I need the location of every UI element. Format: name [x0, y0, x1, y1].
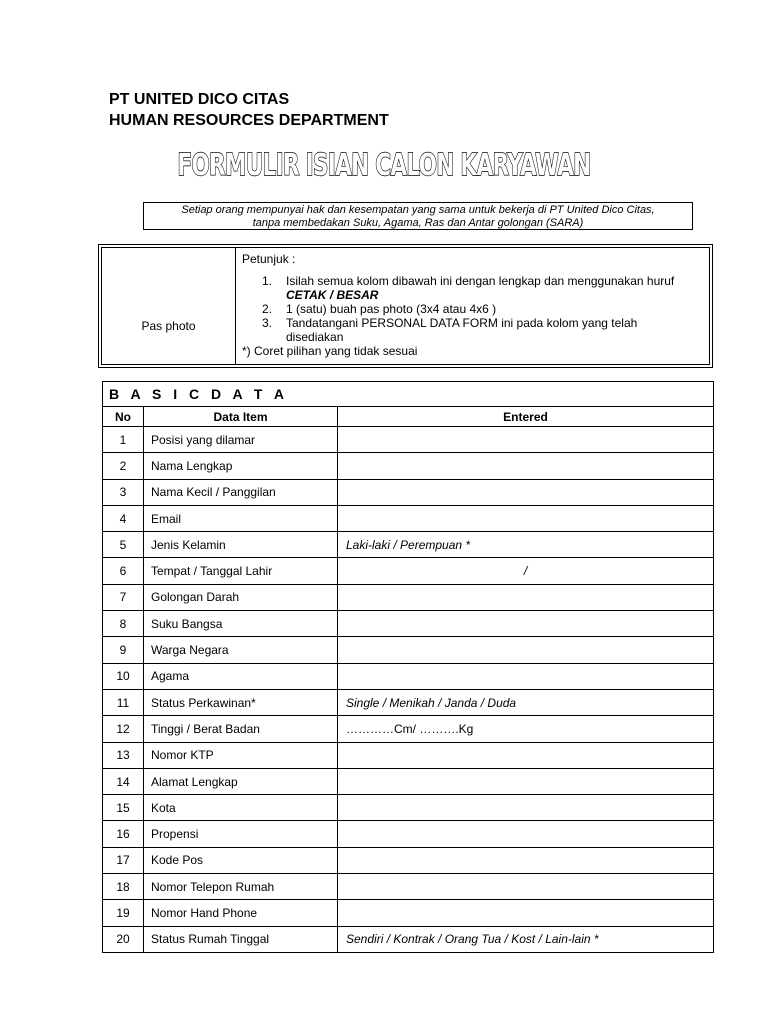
row-data-item: Status Perkawinan*: [144, 689, 338, 715]
row-entered-field[interactable]: [338, 453, 714, 479]
row-data-item: Warga Negara: [144, 637, 338, 663]
table-row: [103, 611, 714, 637]
row-entered-field[interactable]: Laki-laki / Perempuan *: [338, 532, 714, 558]
row-number: 3: [103, 479, 144, 505]
row-number: 13: [103, 742, 144, 768]
basic-data-table: [102, 381, 714, 953]
row-entered-field[interactable]: [338, 611, 714, 637]
row-entered-field[interactable]: [338, 742, 714, 768]
row-data-item: Agama: [144, 663, 338, 689]
row-data-item: Tempat / Tanggal Lahir: [144, 558, 338, 584]
table-row: [103, 768, 714, 794]
row-data-item: Nomor Hand Phone: [144, 900, 338, 926]
instructions-list: [242, 274, 709, 344]
row-data-item: Tinggi / Berat Badan: [144, 716, 338, 742]
row-number: 12: [103, 716, 144, 742]
row-number: 18: [103, 874, 144, 900]
row-data-item: Email: [144, 505, 338, 531]
row-number: 10: [103, 663, 144, 689]
section-title: B A S I C D A T A: [103, 382, 714, 407]
row-entered-field[interactable]: …………Cm/ ……….Kg: [338, 716, 714, 742]
row-entered-field[interactable]: [338, 427, 714, 453]
table-row: [103, 689, 714, 715]
instruction-item: 3. Tandatangani PERSONAL DATA FORM ini pada kolom yang telah disediakan: [262, 316, 638, 344]
row-number: 7: [103, 584, 144, 610]
row-number: 2: [103, 453, 144, 479]
form-title-container: [0, 148, 768, 183]
row-data-item: Nomor KTP: [144, 742, 338, 768]
equal-opportunity-notice: [143, 202, 693, 230]
row-entered-field[interactable]: [338, 900, 714, 926]
notice-line-2: tanpa membedakan Suku, Agama, Ras dan Antar golongan (SARA): [252, 217, 584, 229]
table-row: [103, 900, 714, 926]
row-data-item: Suku Bangsa: [144, 611, 338, 637]
row-data-item: Alamat Lengkap: [144, 768, 338, 794]
table-row: [103, 558, 714, 584]
row-entered-field[interactable]: Sendiri / Kontrak / Orang Tua / Kost / Lain-lain *: [338, 926, 714, 952]
form-title: FORMULIR ISIAN CALON KARYAWAN: [177, 148, 591, 183]
instructions-panel: [236, 248, 709, 364]
column-header-entered: Entered: [338, 407, 714, 427]
table-row: [103, 663, 714, 689]
instructions-footnote: *) Coret pilihan yang tidak sesuai: [242, 344, 418, 358]
table-row: [103, 427, 714, 453]
table-row: [103, 453, 714, 479]
table-row: [103, 874, 714, 900]
table-row: [103, 637, 714, 663]
table-row: [103, 821, 714, 847]
row-number: 15: [103, 795, 144, 821]
row-entered-field[interactable]: [338, 795, 714, 821]
basic-data-rows: [103, 427, 714, 953]
notice-line-1: Setiap orang mempunyai hak dan kesempatan yang sama untuk bekerja di PT United Dico Citas,: [181, 204, 655, 216]
row-entered-field[interactable]: [338, 637, 714, 663]
table-row: [103, 505, 714, 531]
row-number: 9: [103, 637, 144, 663]
row-entered-field[interactable]: [338, 874, 714, 900]
row-data-item: Nama Kecil / Panggilan: [144, 479, 338, 505]
table-row: [103, 795, 714, 821]
table-row: [103, 584, 714, 610]
row-number: 19: [103, 900, 144, 926]
row-entered-field[interactable]: [338, 768, 714, 794]
company-header: [109, 89, 389, 131]
instruction-item: 1. Isilah semua kolom dibawah ini dengan lengkap dan menggunakan huruf CETAK / BESAR: [262, 274, 675, 302]
row-data-item: Kota: [144, 795, 338, 821]
row-data-item: Nomor Telepon Rumah: [144, 874, 338, 900]
row-entered-field[interactable]: [338, 847, 714, 873]
row-entered-field[interactable]: [338, 663, 714, 689]
row-number: 8: [103, 611, 144, 637]
row-entered-field[interactable]: [338, 505, 714, 531]
row-number: 16: [103, 821, 144, 847]
row-entered-field[interactable]: [338, 479, 714, 505]
row-data-item: Golongan Darah: [144, 584, 338, 610]
table-row: [103, 716, 714, 742]
department-name: HUMAN RESOURCES DEPARTMENT: [109, 112, 389, 129]
photo-label: Pas photo: [141, 319, 196, 333]
instructions-heading: Petunjuk :: [242, 252, 296, 266]
column-header-data-item: Data Item: [144, 407, 338, 427]
row-entered-field[interactable]: [338, 821, 714, 847]
row-data-item: Posisi yang dilamar: [144, 427, 338, 453]
row-entered-field[interactable]: [338, 584, 714, 610]
row-entered-field[interactable]: /: [338, 558, 714, 584]
row-entered-field[interactable]: Single / Menikah / Janda / Duda: [338, 689, 714, 715]
row-number: 6: [103, 558, 144, 584]
row-data-item: Kode Pos: [144, 847, 338, 873]
table-row: [103, 926, 714, 952]
row-data-item: Propensi: [144, 821, 338, 847]
photo-placeholder[interactable]: [102, 248, 236, 364]
row-data-item: Status Rumah Tinggal: [144, 926, 338, 952]
instructions-box: [98, 244, 713, 368]
instruction-item: 2. 1 (satu) buah pas photo (3x4 atau 4x6 ): [262, 302, 497, 316]
row-number: 1: [103, 427, 144, 453]
row-data-item: Jenis Kelamin: [144, 532, 338, 558]
table-row: [103, 532, 714, 558]
table-row: [103, 742, 714, 768]
row-number: 14: [103, 768, 144, 794]
row-number: 20: [103, 926, 144, 952]
row-number: 4: [103, 505, 144, 531]
table-row: [103, 479, 714, 505]
row-data-item: Nama Lengkap: [144, 453, 338, 479]
row-number: 5: [103, 532, 144, 558]
company-name: PT UNITED DICO CITAS: [109, 91, 290, 108]
row-number: 11: [103, 689, 144, 715]
table-row: [103, 847, 714, 873]
row-number: 17: [103, 847, 144, 873]
column-header-no: No: [103, 407, 144, 427]
